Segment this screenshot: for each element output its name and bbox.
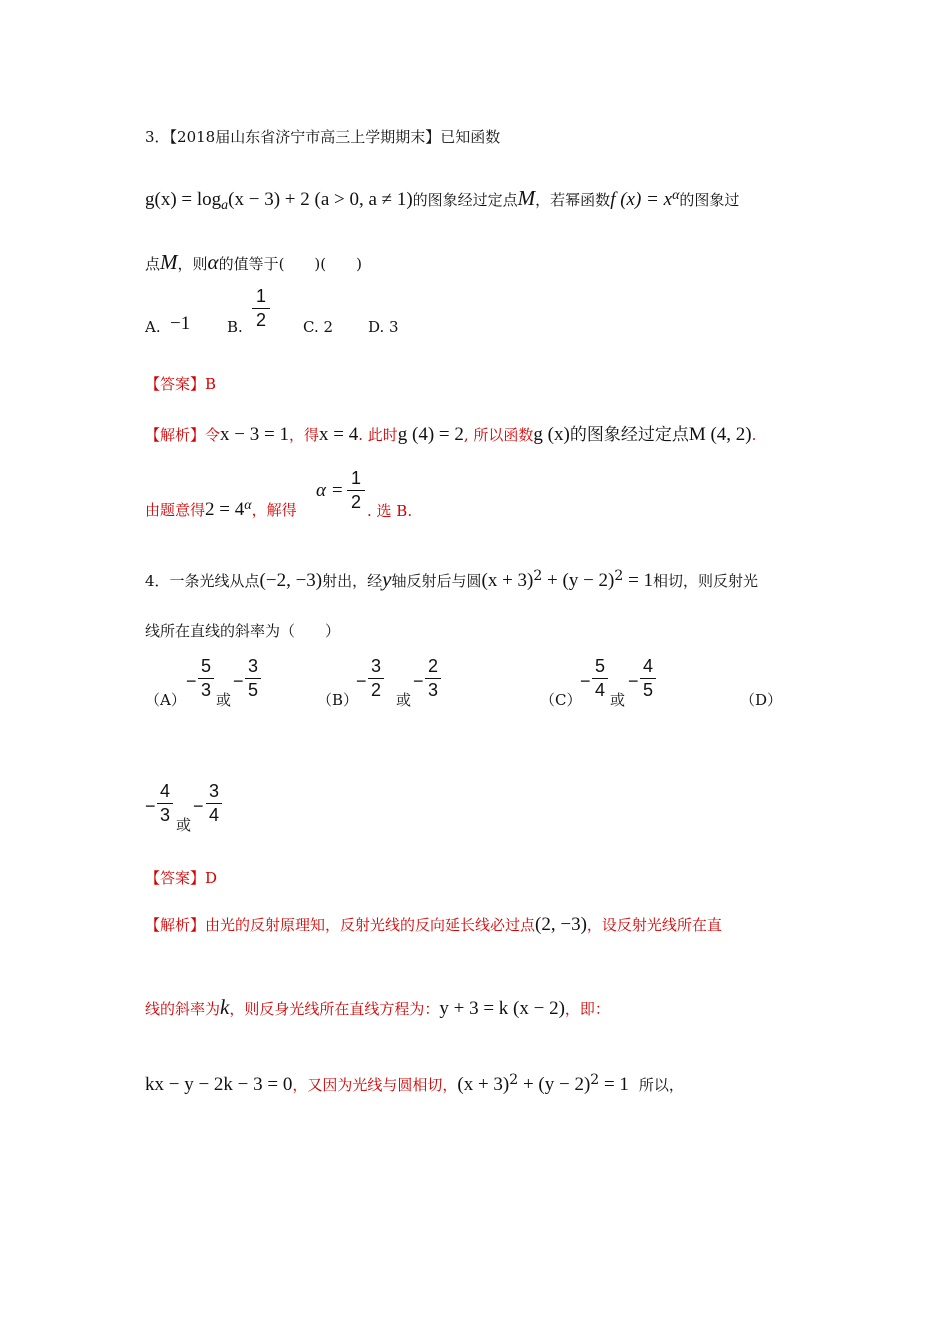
q4-opt-d-or: 或 xyxy=(176,816,192,834)
q3-point-M-2: M xyxy=(160,250,178,274)
q4-circle-eq: (x + 3) xyxy=(481,570,534,591)
q4-jiexi-line2 xyxy=(145,995,610,1020)
q3-line1 xyxy=(145,126,500,147)
q3-text-3: 的图象过 xyxy=(679,191,740,209)
q4-jx3-sq-2: 2 xyxy=(590,1072,600,1088)
q4-opt-b-frac2 xyxy=(425,656,441,701)
q4-jx2-k: k xyxy=(220,995,230,1019)
q4-opt-a-or: 或 xyxy=(216,691,232,709)
minus-sign: − xyxy=(580,671,591,691)
fraction-bar xyxy=(347,490,365,491)
frac-num: 4 xyxy=(642,656,653,676)
q3-text-2: ，若幂函数 xyxy=(535,191,611,209)
q4-opt-d-frac1 xyxy=(157,781,173,826)
q3-dian: 点 xyxy=(145,255,161,273)
minus-sign: − xyxy=(145,796,156,816)
q4-jx3-suoyi: 所以， xyxy=(638,1076,684,1094)
frac-den: 3 xyxy=(200,680,211,700)
q4-text: 4．一条光线从点 xyxy=(145,572,260,590)
q3-jx-text-3: . 此时 xyxy=(358,426,398,444)
q3-jx-text: 令 xyxy=(205,426,221,444)
q3-text: 的图象经过定点 xyxy=(412,191,518,209)
fraction-bar xyxy=(592,678,608,679)
q4-opt-a-frac2 xyxy=(245,656,261,701)
q3-ze: ，则 xyxy=(177,255,208,273)
minus-sign: − xyxy=(186,671,197,691)
q3-f-def: f (x) = x xyxy=(610,189,673,210)
q4-text-3: 轴反射后与圆 xyxy=(391,572,482,590)
frac-den: 5 xyxy=(642,680,653,700)
q4-text-2: 射出，经 xyxy=(322,572,383,590)
q3-alpha: α xyxy=(207,250,219,274)
q4-opt-c-frac1 xyxy=(592,656,608,701)
q3-jx-text-4: , 所以函数 xyxy=(463,426,534,444)
q3-g-def: g(x) = log xyxy=(145,189,222,210)
q4-jx2-line-eq: y + 3 = k (x − 2) xyxy=(439,998,565,1019)
q4-jx-point: (2, −3) xyxy=(535,914,587,935)
q4-y-axis: y xyxy=(382,567,392,591)
frac-den: 2 xyxy=(370,680,381,700)
q4-jx3-text: ，又因为光线与圆相切， xyxy=(292,1076,458,1094)
q4-point: (−2, −3) xyxy=(259,570,323,591)
q4-answer: 【答案】D xyxy=(145,869,218,887)
q4-jiexi-line1 xyxy=(145,914,722,936)
minus-sign: − xyxy=(356,671,367,691)
q4-circle-sq-2: 2 xyxy=(614,568,624,584)
fraction-bar xyxy=(640,678,656,679)
q3-jx-text-5: 的图象经过定点 xyxy=(569,425,689,445)
q3-source-tag: 【2018届山东省济宁市高三上学期期末】 xyxy=(169,128,441,146)
fraction-bar xyxy=(368,678,384,679)
q3-ask: 的值等于( )( ) xyxy=(218,255,362,273)
frac-den: 3 xyxy=(159,805,170,825)
q3-opt-c: C. 2 xyxy=(303,318,334,336)
frac-num: 3 xyxy=(247,656,258,676)
fraction-bar xyxy=(245,678,261,679)
q4-opt-c-or: 或 xyxy=(610,691,626,709)
q3-jx-text-2: ，得 xyxy=(288,426,319,444)
q3-answer: 【答案】B xyxy=(145,375,217,393)
q4-opt-b-label: （B） xyxy=(317,691,359,709)
q4-jx3-line-eq: kx − y − 2k − 3 = 0 xyxy=(145,1074,293,1095)
fraction-bar xyxy=(252,308,270,309)
frac-num: 3 xyxy=(370,656,381,676)
fraction-bar xyxy=(206,803,222,804)
q3-line3 xyxy=(145,250,362,275)
q3-jx2-num: 1 xyxy=(350,468,361,488)
q4-jiexi-line3 xyxy=(145,1072,684,1096)
q4-text-4: 相切，则反射光 xyxy=(653,572,759,590)
q4-opt-a-label: （A） xyxy=(145,691,186,709)
frac-num: 3 xyxy=(208,781,219,801)
q3-jx2-den: 2 xyxy=(350,492,361,512)
q3-jx2-choose: . 选 B. xyxy=(367,502,413,520)
q4-jx3-circle-eq-2: + (y − 2) xyxy=(518,1074,591,1095)
minus-sign: − xyxy=(193,796,204,816)
frac-den: 3 xyxy=(427,680,438,700)
q3-jx-eq1: x − 3 = 1 xyxy=(220,424,289,445)
q3-line2 xyxy=(145,186,739,214)
q3-jx2-text-2: ，解得 xyxy=(251,501,297,519)
q3-jx-eq5: M (4, 2) xyxy=(688,424,752,445)
q4-opt-b-frac1 xyxy=(368,656,384,701)
fraction-bar xyxy=(198,678,214,679)
q4-line2: 线所在直线的斜率为（ ） xyxy=(145,622,341,640)
fraction-bar xyxy=(157,803,173,804)
q3-jx-eq2: x = 4 xyxy=(318,424,359,445)
q3-jiexi-tag: 【解析】 xyxy=(145,426,206,444)
q4-jx-text-2: ，设反射光线所在直 xyxy=(586,916,722,934)
q4-jx3-sq: 2 xyxy=(509,1072,519,1088)
q3-point-M: M xyxy=(517,186,536,210)
q4-jx-text: 由光的反射原理知，反射光线的反向延长线必过点 xyxy=(205,916,536,934)
q3-jiexi-line2 xyxy=(145,498,297,521)
q4-opt-c-label: （C） xyxy=(540,691,582,709)
q4-opt-d-label: （D） xyxy=(740,691,783,709)
fraction-bar xyxy=(425,678,441,679)
q3-jx2-alpha-exp: α xyxy=(244,498,252,513)
q4-opt-b-or: 或 xyxy=(396,691,412,709)
frac-num: 5 xyxy=(200,656,211,676)
q3-opt-b-num: 1 xyxy=(255,286,266,306)
q3-jx2-alpha-eq: α = xyxy=(316,480,344,501)
q4-circle-sq: 2 xyxy=(533,568,543,584)
q4-opt-d-frac2 xyxy=(206,781,222,826)
q4-circle-eq-3: = 1 xyxy=(623,570,654,591)
q3-alpha-exp: α xyxy=(672,188,680,203)
frac-den: 4 xyxy=(208,805,219,825)
q3-jx-period: . xyxy=(751,426,757,444)
q4-jiexi-tag: 【解析】 xyxy=(145,916,206,934)
minus-sign: − xyxy=(233,671,244,691)
q4-jx3-circle-eq-3: = 1 xyxy=(599,1074,629,1095)
q3-number: 3． xyxy=(145,128,170,146)
q3-opt-b-label: B. xyxy=(227,318,243,336)
frac-num: 4 xyxy=(159,781,170,801)
frac-num: 2 xyxy=(427,656,438,676)
q3-log-base: a xyxy=(221,198,229,213)
q4-line1 xyxy=(145,567,758,592)
minus-sign: − xyxy=(628,671,639,691)
q3-opt-d: D. 3 xyxy=(368,318,399,336)
q4-opt-a-frac1 xyxy=(198,656,214,701)
q3-jx2-fraction xyxy=(347,468,365,513)
q4-opt-c-frac2 xyxy=(640,656,656,701)
frac-den: 5 xyxy=(247,680,258,700)
q3-opt-a-label: A. xyxy=(145,318,161,336)
frac-den: 4 xyxy=(594,680,605,700)
q3-opt-b-den: 2 xyxy=(255,310,266,330)
q4-circle-eq-2: + (y − 2) xyxy=(542,570,615,591)
q3-jiexi-line1 xyxy=(145,420,756,446)
minus-sign: − xyxy=(413,671,424,691)
q4-jx2-text-3: ，即： xyxy=(564,1000,610,1018)
q3-jx-eq3: g (4) = 2 xyxy=(397,424,464,445)
q4-jx3-circle-eq: (x + 3) xyxy=(457,1074,510,1095)
frac-num: 5 xyxy=(594,656,605,676)
q3-jx2-eq: 2 = 4 xyxy=(205,499,245,520)
q4-jx2-text: 线的斜率为 xyxy=(145,1000,221,1018)
q3-jx-eq4: g (x) xyxy=(533,424,570,445)
q4-jx2-text-2: ，则反身光线所在直线方程为： xyxy=(229,1000,440,1018)
q3-opt-b-fraction xyxy=(252,286,270,331)
q3-g-def-2: (x − 3) + 2 (a > 0, a ≠ 1) xyxy=(228,189,413,210)
q3-intro-text: 已知函数 xyxy=(440,128,501,146)
q3-jx2-text: 由题意得 xyxy=(145,501,206,519)
q3-opt-a-value: −1 xyxy=(170,313,191,334)
